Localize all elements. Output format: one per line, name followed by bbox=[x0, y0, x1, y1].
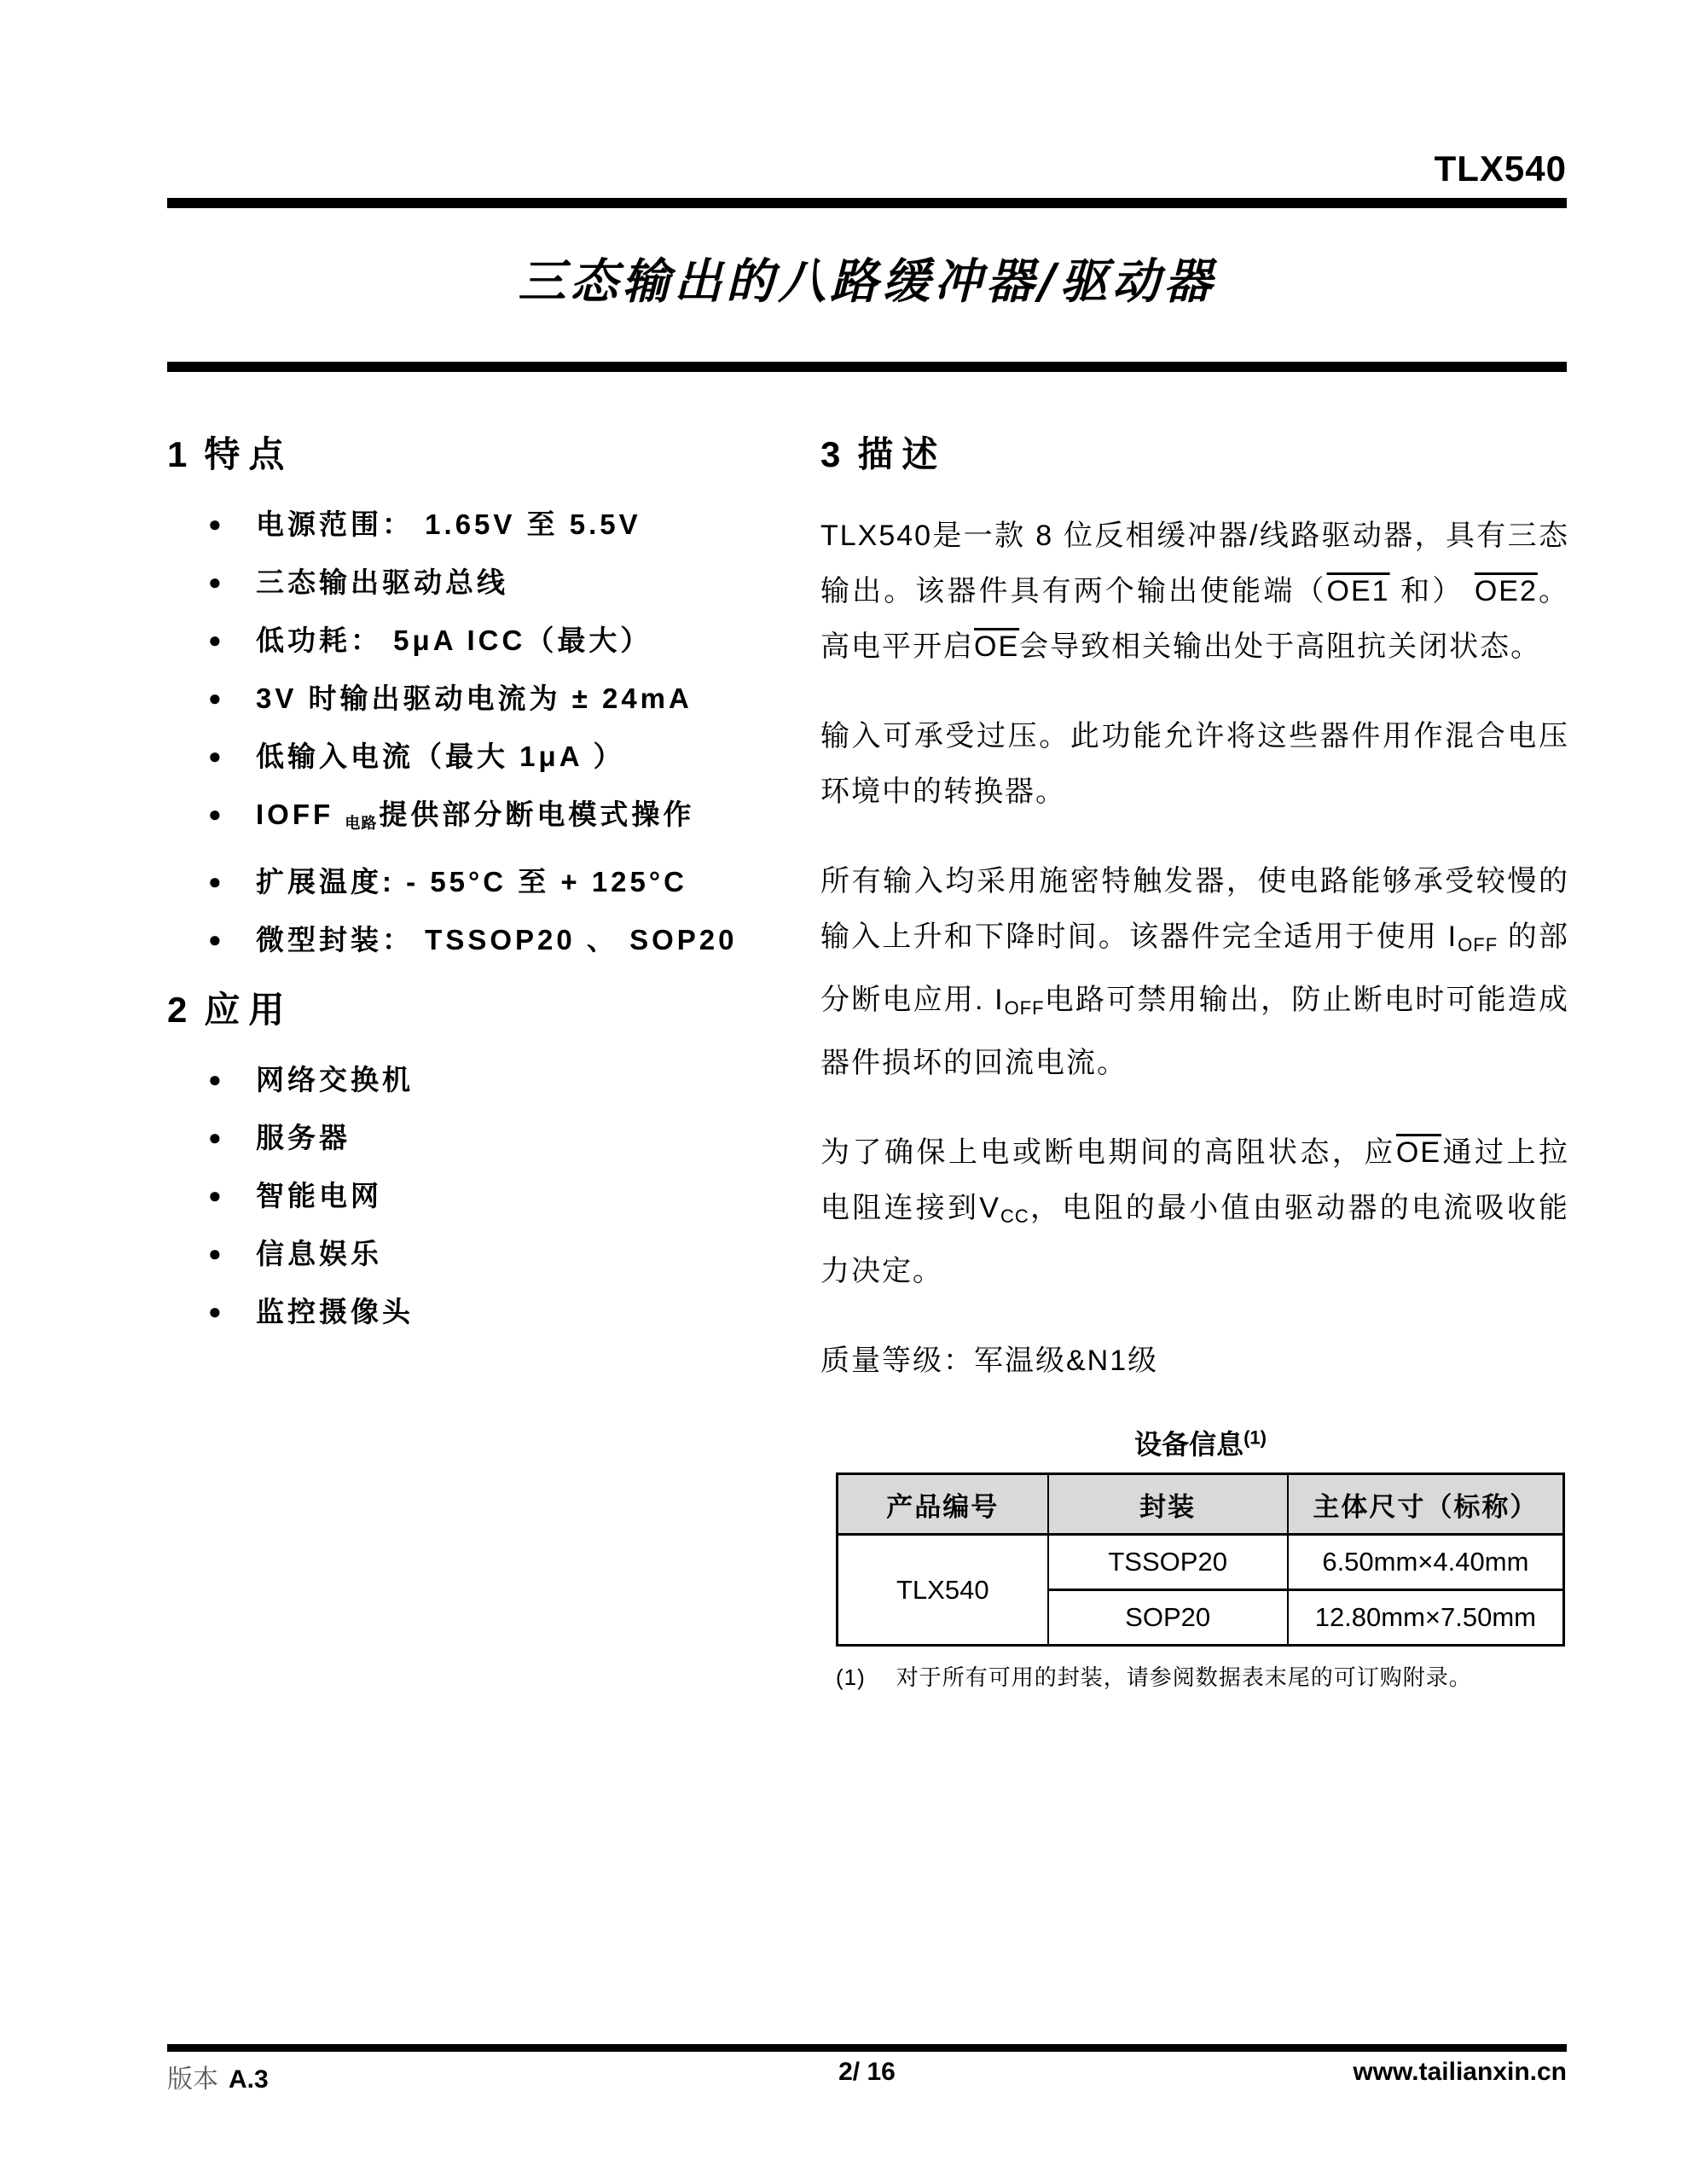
device-info-table-body bbox=[838, 1535, 1564, 1646]
bullet-icon: ● bbox=[208, 1124, 222, 1150]
text-run: 低输入电流（最大 1μA ） bbox=[256, 741, 625, 772]
list-item-text bbox=[256, 508, 641, 540]
list-item-text bbox=[256, 866, 687, 897]
description-paragraph bbox=[820, 854, 1569, 1091]
description-paragraph bbox=[820, 508, 1569, 675]
bullet-icon: ● bbox=[208, 569, 222, 595]
text-run: 3V 时输出驱动电流为 ± 24mA bbox=[256, 682, 693, 714]
list-item bbox=[167, 924, 785, 956]
left-column bbox=[167, 427, 785, 1354]
text-run: 质量等级：军温级&N1级 bbox=[820, 1345, 1159, 1377]
bullet-icon: ● bbox=[208, 1298, 222, 1324]
table-cell: SOP20 bbox=[1048, 1590, 1288, 1646]
description-paragraphs bbox=[820, 508, 1569, 1389]
features-list bbox=[167, 508, 785, 956]
bullet-icon: ● bbox=[208, 685, 222, 711]
footer-page-number: 2/ 16 bbox=[838, 2058, 896, 2086]
bullet-icon: ● bbox=[208, 627, 222, 653]
applications-list bbox=[167, 1064, 785, 1327]
applications-heading bbox=[167, 982, 785, 1033]
description-paragraph bbox=[820, 1125, 1569, 1299]
footnote-text: 对于所有可用的封装，请参阅数据表末尾的可订购附录。 bbox=[896, 1664, 1472, 1690]
list-item-text: 网络交换机 bbox=[256, 1064, 414, 1095]
table-cell: 6.50mm×4.40mm bbox=[1288, 1535, 1564, 1590]
device-info-title-text: 设备信息 bbox=[1134, 1429, 1244, 1460]
text-run: 和） bbox=[1389, 575, 1475, 607]
list-item bbox=[167, 624, 785, 656]
footer-version-number: A.3 bbox=[229, 2065, 269, 2094]
bullet-icon: ● bbox=[208, 743, 222, 769]
text-run: 扩展温度: - 55°C 至 + 125°C bbox=[256, 866, 687, 897]
description-paragraph bbox=[820, 1333, 1569, 1389]
features-heading-text: 特点 bbox=[204, 434, 293, 474]
text-run: 的部分断电应用. I bbox=[820, 921, 1569, 1016]
device-info-title-footnote-ref: (1) bbox=[1244, 1426, 1267, 1449]
table-header-cell: 主体尺寸（标称） bbox=[1288, 1474, 1564, 1535]
list-item-text bbox=[256, 799, 694, 839]
list-item-text bbox=[256, 741, 625, 772]
text-run: 电路可禁用输出，防止断电时可能造成器件损坏的回流电流。 bbox=[820, 984, 1570, 1079]
list-item bbox=[167, 741, 785, 772]
description-paragraph bbox=[820, 709, 1569, 820]
subscript-text: CC bbox=[1000, 1205, 1029, 1227]
text-run: ，电阻的最小值由驱动器的电流吸收能力决定。 bbox=[820, 1192, 1569, 1287]
bullet-icon: ● bbox=[208, 926, 222, 952]
list-item bbox=[167, 566, 785, 598]
list-item bbox=[167, 508, 785, 540]
doc-code: TLX540 bbox=[1434, 148, 1567, 189]
text-run: 通过上拉电阻连接到V bbox=[820, 1136, 1570, 1224]
device-info-table-head bbox=[838, 1474, 1564, 1535]
bullet-icon: ● bbox=[208, 1182, 222, 1208]
list-item bbox=[167, 1296, 785, 1327]
text-run: 三态输出驱动总线 bbox=[256, 566, 508, 598]
bullet-icon: ● bbox=[208, 511, 222, 537]
text-run: TLX540是一款 8 位反相缓冲器/线路驱动器，具有三态输出。该器件具有两个输出使能端（ bbox=[820, 520, 1569, 607]
text-run: IOFF bbox=[256, 799, 345, 830]
table-row bbox=[838, 1535, 1564, 1590]
footer bbox=[167, 2058, 1567, 2092]
list-item bbox=[167, 1064, 785, 1095]
device-info-table bbox=[836, 1472, 1565, 1647]
right-column bbox=[820, 427, 1569, 1692]
list-item-text bbox=[256, 624, 652, 656]
overline-text: OE1 bbox=[1326, 575, 1390, 607]
list-item bbox=[167, 1122, 785, 1153]
subscript-text: OFF bbox=[1004, 997, 1045, 1019]
list-item-text: 智能电网 bbox=[256, 1180, 382, 1211]
features-heading-number: 1 bbox=[167, 434, 188, 474]
description-heading bbox=[820, 427, 1569, 478]
device-info-title bbox=[836, 1423, 1565, 1462]
subscript-text: 电路 bbox=[345, 815, 378, 832]
list-item bbox=[167, 1238, 785, 1269]
list-item bbox=[167, 866, 785, 897]
text-run: 低功耗： 5μA ICC（最大） bbox=[256, 624, 652, 656]
text-run: 。高电平开启 bbox=[820, 575, 1570, 663]
bullet-icon: ● bbox=[208, 868, 222, 894]
text-run: 为了确保上电或断电期间的高阻状态，应 bbox=[820, 1136, 1396, 1169]
overline-text: $\overline{OE}$ bbox=[974, 630, 1020, 663]
text-run: 所有输入均采用施密特触发器，使电路能够承受较慢的输入上升和下降时间。该器件完全适用于使用 I bbox=[820, 865, 1569, 953]
page-title: 三态输出的八路缓冲器/驱动器 bbox=[518, 253, 1216, 310]
footer-rule bbox=[167, 2044, 1567, 2052]
list-item bbox=[167, 682, 785, 714]
features-heading bbox=[167, 427, 785, 478]
list-item-text bbox=[256, 924, 737, 956]
list-item-text: 信息娱乐 bbox=[256, 1238, 382, 1269]
list-item-text bbox=[256, 682, 693, 714]
list-item-text bbox=[256, 566, 508, 598]
device-info-block bbox=[820, 1423, 1569, 1692]
text-run: 微型封装： TSSOP20 、 SOP20 bbox=[256, 924, 738, 956]
applications-heading-text: 应用 bbox=[204, 990, 293, 1030]
applications-heading-number: 2 bbox=[167, 990, 188, 1030]
table-header-cell: 产品编号 bbox=[838, 1474, 1048, 1535]
table-cell: 12.80mm×7.50mm bbox=[1288, 1590, 1564, 1646]
table-header-cell: 封装 bbox=[1048, 1474, 1288, 1535]
list-item-text: 服务器 bbox=[256, 1122, 351, 1153]
list-item-text: 监控摄像头 bbox=[256, 1296, 414, 1327]
list-item bbox=[167, 1180, 785, 1211]
part-number-cell: TLX540 bbox=[838, 1535, 1048, 1646]
text-run: 提供部分断电模式操作 bbox=[379, 799, 695, 830]
table-cell: TSSOP20 bbox=[1048, 1535, 1288, 1590]
description-heading-text: 描述 bbox=[857, 434, 947, 474]
table-footnote bbox=[836, 1660, 1569, 1692]
overline-text: OE2 bbox=[1474, 575, 1538, 607]
bullet-icon: ● bbox=[208, 801, 222, 827]
header-rule-top bbox=[167, 198, 1567, 208]
header-rule-bottom bbox=[167, 362, 1567, 372]
text-run: 会导致相关输出处于高阻抗关闭状态。 bbox=[1019, 630, 1542, 663]
list-item bbox=[167, 799, 785, 839]
overline-text: $\overline{OE}$ bbox=[1395, 1136, 1442, 1169]
subscript-text: OFF bbox=[1458, 934, 1499, 956]
description-heading-number: 3 bbox=[820, 434, 841, 474]
text-run: 输入可承受过压。此功能允许将这些器件用作混合电压环境中的转换器。 bbox=[820, 720, 1569, 808]
table-header-row bbox=[838, 1474, 1564, 1535]
footer-website: www.tailianxin.cn bbox=[1353, 2058, 1567, 2086]
footer-version-label: 版本 bbox=[167, 2065, 218, 2094]
footnote-number: (1) bbox=[836, 1664, 866, 1690]
bullet-icon: ● bbox=[208, 1066, 222, 1092]
bullet-icon: ● bbox=[208, 1240, 222, 1266]
text-run: 电源范围： 1.65V 至 5.5V bbox=[256, 508, 641, 540]
